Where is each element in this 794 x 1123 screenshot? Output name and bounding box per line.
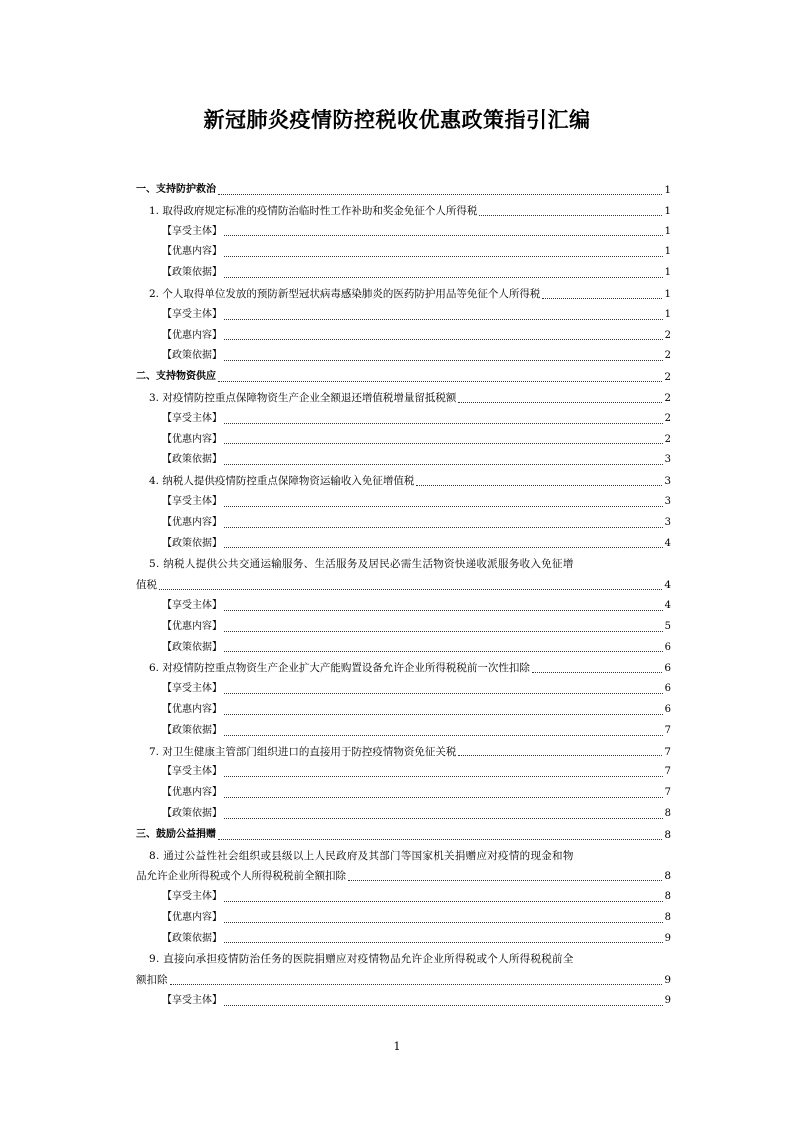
dot-leader — [224, 901, 663, 902]
dot-leader — [416, 485, 662, 486]
toc-sub-beneficiary[interactable] — [136, 596, 671, 617]
toc-page-number: 3 — [664, 516, 671, 528]
toc-page-number: 2 — [664, 433, 671, 445]
toc-entry-label: 【优惠内容】 — [162, 246, 222, 258]
dot-leader — [224, 776, 663, 777]
toc-sub-beneficiary[interactable] — [136, 305, 671, 326]
dot-leader — [458, 402, 662, 403]
toc-page-number: 1 — [664, 246, 671, 258]
toc-page-number: 6 — [664, 703, 671, 715]
toc-page-number: 2 — [664, 350, 671, 362]
dot-leader — [224, 339, 663, 340]
dot-leader — [224, 443, 663, 444]
toc-sub-beneficiary[interactable] — [136, 409, 671, 430]
toc-sub-content[interactable] — [136, 783, 671, 804]
dot-leader — [224, 1005, 663, 1006]
toc-item-7[interactable] — [136, 742, 671, 763]
toc-entry-label: 【享受主体】 — [162, 495, 222, 507]
toc-page-number: 1 — [664, 204, 671, 217]
toc-page-number: 7 — [664, 787, 671, 799]
toc-sub-basis[interactable] — [136, 929, 671, 950]
dot-leader — [224, 693, 663, 694]
toc-page-number: 1 — [664, 308, 671, 320]
toc-sub-content[interactable] — [136, 700, 671, 721]
toc-page-number: 8 — [664, 891, 671, 903]
toc-entry-label: 【享受主体】 — [162, 995, 222, 1007]
toc-page-number: 2 — [664, 391, 671, 404]
dot-leader — [170, 984, 663, 985]
dot-leader — [224, 506, 663, 507]
toc-sub-basis[interactable] — [136, 450, 671, 471]
toc-entry-label: 【政策依据】 — [162, 807, 222, 819]
toc-page-number: 8 — [664, 828, 671, 841]
dot-leader — [224, 256, 663, 257]
toc-entry-label: 【优惠内容】 — [162, 329, 222, 341]
dot-leader — [224, 319, 663, 320]
toc-item-1[interactable] — [136, 201, 671, 222]
toc-page-number: 3 — [664, 454, 671, 466]
toc-page-number: 4 — [664, 579, 671, 592]
dot-leader — [224, 735, 663, 736]
toc-page-number: 7 — [664, 745, 671, 758]
toc-page-number: 4 — [664, 599, 671, 611]
toc-entry-label-line1: 5. 纳税人提供公共交通运输服务、生活服务及居民必需生活物资快递收派服务收入免征增 — [149, 558, 574, 571]
toc-item-3[interactable] — [136, 388, 671, 409]
toc-entry-label: 1. 取得政府规定标准的疫情防治临时性工作补助和奖金免征个人所得税 — [149, 204, 478, 217]
dot-leader — [224, 547, 663, 548]
toc-entry-label: 【优惠内容】 — [162, 433, 222, 445]
toc-entry-label: 【政策依据】 — [162, 537, 222, 549]
toc-entry-label: 4. 纳税人提供疫情防控重点保障物资运输收入免征增值税 — [149, 475, 415, 488]
toc-entry-label: 一、支持防护救治 — [136, 184, 216, 195]
dot-leader — [224, 360, 663, 361]
toc-page-number: 3 — [664, 475, 671, 488]
toc-entry-label: 【政策依据】 — [162, 454, 222, 466]
toc-entry-label: 【享受主体】 — [162, 412, 222, 424]
toc-sub-content[interactable] — [136, 326, 671, 347]
toc-entry-label-line1: 9. 直接向承担疫情防治任务的医院捐赠应对疫情物品允许企业所得税或个人所得税税前全 — [149, 953, 574, 966]
dot-leader — [218, 194, 662, 195]
toc-entry-label: 【享受主体】 — [162, 599, 222, 611]
toc-sub-beneficiary[interactable] — [136, 991, 671, 1012]
dot-leader — [224, 818, 663, 819]
toc-item-5[interactable] — [136, 554, 671, 596]
toc-sub-basis[interactable] — [136, 263, 671, 284]
toc-page-number: 6 — [664, 662, 671, 675]
toc-entry-label: 二、支持物资供应 — [136, 371, 216, 383]
toc-entry-label: 【政策依据】 — [162, 350, 222, 362]
toc-sub-basis[interactable] — [136, 638, 671, 659]
toc-page-number: 9 — [664, 995, 671, 1007]
toc-sub-basis[interactable] — [136, 534, 671, 555]
toc-page-number: 7 — [664, 724, 671, 736]
toc-page-number: 1 — [664, 287, 671, 300]
dot-leader — [218, 839, 662, 840]
dot-leader — [542, 298, 662, 299]
toc-entry-label: 【享受主体】 — [162, 766, 222, 778]
toc-entry-label: 【享受主体】 — [162, 891, 222, 903]
toc-entry-label: 【政策依据】 — [162, 641, 222, 653]
toc-sub-content[interactable] — [136, 513, 671, 534]
toc-entry-label: 【优惠内容】 — [162, 703, 222, 715]
toc-page-number: 1 — [664, 225, 671, 237]
toc-page-number: 8 — [664, 911, 671, 923]
toc-entry-label: 【政策依据】 — [162, 267, 222, 279]
dot-leader — [224, 922, 663, 923]
toc-item-2[interactable] — [136, 284, 671, 305]
toc-entry-label: 【政策依据】 — [162, 932, 222, 944]
toc-sub-content[interactable] — [136, 617, 671, 638]
toc-sub-basis[interactable] — [136, 804, 671, 825]
toc-entry-label: 6. 对疫情防控重点物资生产企业扩大产能购置设备允许企业所得税税前一次性扣除 — [149, 662, 530, 675]
toc-sub-content[interactable] — [136, 430, 671, 451]
toc-page-number: 8 — [664, 807, 671, 819]
toc-page-number: 6 — [664, 641, 671, 653]
toc-entry-label: 【享受主体】 — [162, 225, 222, 237]
toc-section-1[interactable] — [136, 180, 671, 201]
toc-sub-basis[interactable] — [136, 346, 671, 367]
dot-leader — [224, 610, 663, 611]
dot-leader — [224, 651, 663, 652]
toc-item-4[interactable] — [136, 471, 671, 492]
dot-leader — [224, 714, 663, 715]
toc-entry-label: 2. 个人取得单位发放的预防新型冠状病毒感染肺炎的医药防护用品等免征个人所得税 — [149, 287, 541, 300]
toc-entry-label: 【优惠内容】 — [162, 787, 222, 799]
toc-entry-label: 【政策依据】 — [162, 724, 222, 736]
toc-entry-label-line2: 品允许企业所得税或个人所得税税前全额扣除 — [136, 870, 346, 883]
toc-entry-label: 3. 对疫情防控重点保障物资生产企业全额退还增值税增量留抵税额 — [149, 391, 457, 404]
toc-entry-label: 【优惠内容】 — [162, 911, 222, 923]
dot-leader — [224, 235, 663, 236]
dot-leader — [532, 672, 662, 673]
toc-page-number: 5 — [664, 620, 671, 632]
toc-entry-label: 【享受主体】 — [162, 308, 222, 320]
dot-leader — [224, 527, 663, 528]
toc-page-number: 2 — [664, 371, 671, 384]
toc-entry-label-line2: 值税 — [136, 579, 157, 592]
toc-entry-label: 7. 对卫生健康主管部门组织进口的直接用于防控疫情物资免征关税 — [149, 745, 457, 758]
toc-sub-beneficiary[interactable] — [136, 222, 671, 243]
toc-sub-basis[interactable] — [136, 721, 671, 742]
dot-leader — [224, 631, 663, 632]
toc-page-number: 1 — [664, 184, 671, 196]
dot-leader — [479, 215, 662, 216]
table-of-contents — [136, 180, 671, 1012]
toc-entry-label: 【优惠内容】 — [162, 620, 222, 632]
toc-item-6[interactable] — [136, 658, 671, 679]
toc-entry-label: 【优惠内容】 — [162, 516, 222, 528]
toc-page-number: 2 — [664, 329, 671, 341]
toc-entry-label: 【享受主体】 — [162, 683, 222, 695]
toc-page-number: 2 — [664, 412, 671, 424]
toc-entry-label-line1: 8. 通过公益性社会组织或县级以上人民政府及其部门等国家机关捐赠应对疫情的现金和物 — [149, 849, 574, 862]
toc-item-9[interactable] — [136, 949, 671, 991]
toc-entry-label: 三、鼓励公益捐赠 — [136, 828, 216, 840]
toc-page-number: 1 — [664, 267, 671, 279]
dot-leader — [224, 942, 663, 943]
dot-leader — [224, 797, 663, 798]
toc-item-8[interactable] — [136, 846, 671, 888]
toc-entry-label-line2: 额扣除 — [136, 974, 168, 987]
toc-section-2[interactable] — [136, 367, 671, 388]
toc-page-number: 3 — [664, 495, 671, 507]
toc-section-3[interactable] — [136, 825, 671, 846]
dot-leader — [458, 755, 662, 756]
toc-sub-beneficiary[interactable] — [136, 679, 671, 700]
toc-sub-beneficiary[interactable] — [136, 492, 671, 513]
dot-leader — [224, 464, 663, 465]
toc-page-number: 4 — [664, 537, 671, 549]
page-number-footer: 1 — [393, 1040, 401, 1053]
dot-leader — [218, 381, 662, 382]
dot-leader — [224, 277, 663, 278]
dot-leader — [159, 589, 662, 590]
toc-sub-beneficiary[interactable] — [136, 887, 671, 908]
document-title: 新冠肺炎疫情防控税收优惠政策指引汇编 — [203, 107, 591, 132]
toc-page-number: 6 — [664, 683, 671, 695]
toc-page-number: 9 — [664, 932, 671, 944]
toc-sub-content[interactable] — [136, 242, 671, 263]
toc-sub-beneficiary[interactable] — [136, 762, 671, 783]
dot-leader — [348, 880, 662, 881]
toc-page-number: 9 — [664, 974, 671, 987]
toc-page-number: 8 — [664, 870, 671, 883]
toc-sub-content[interactable] — [136, 908, 671, 929]
toc-page-number: 7 — [664, 766, 671, 778]
dot-leader — [224, 423, 663, 424]
